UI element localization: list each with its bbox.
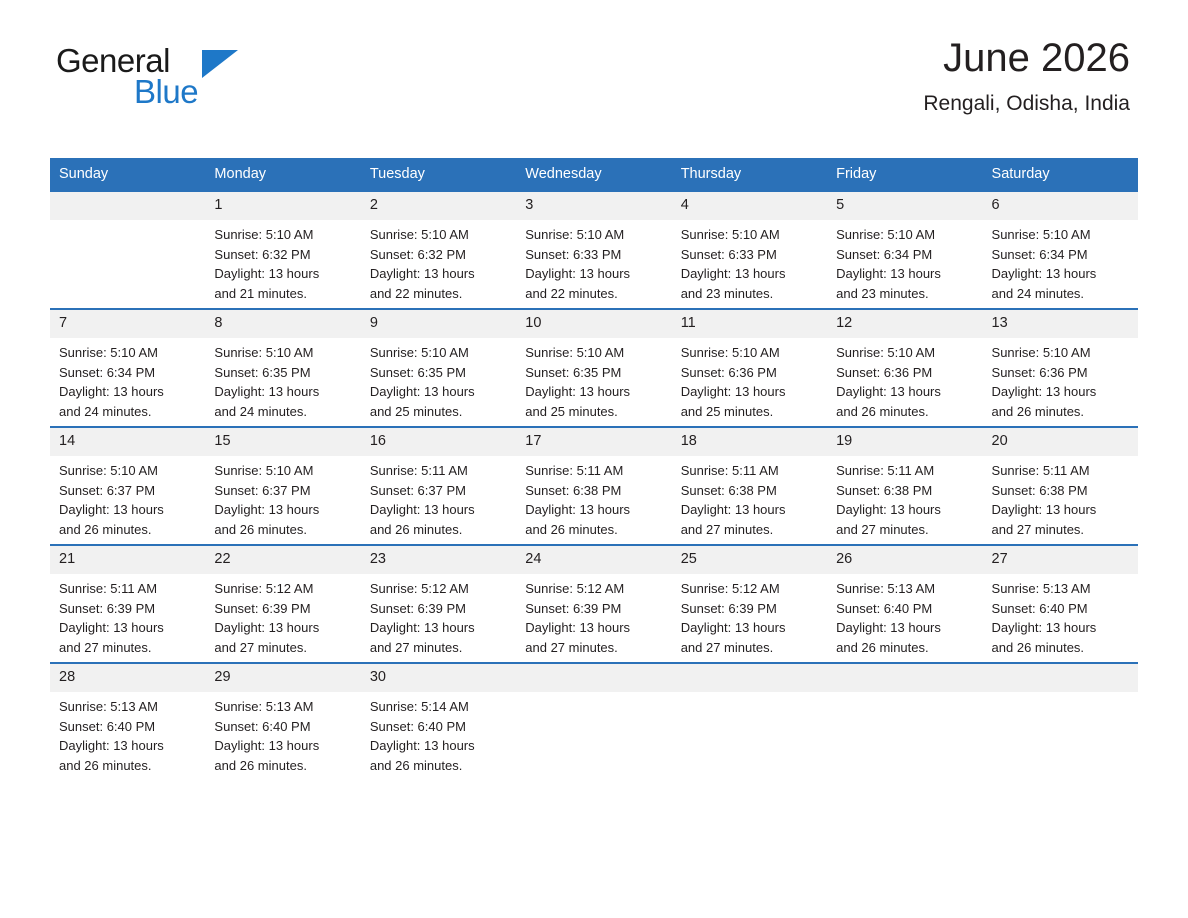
- day-detail-line: and 27 minutes.: [214, 639, 307, 655]
- day-empty: [827, 662, 982, 780]
- day-detail-line: Sunset: 6:33 PM: [680, 246, 777, 262]
- day-empty: [983, 662, 1138, 780]
- day-detail-line: and 26 minutes.: [991, 403, 1085, 419]
- day-detail-line: Sunrise: 5:11 AM: [991, 463, 1090, 478]
- day-number: 23: [361, 546, 516, 574]
- calendar-week-row: [50, 662, 1138, 780]
- day-details: [370, 456, 507, 539]
- day-detail-line: Daylight: 13 hours: [525, 502, 631, 517]
- day-detail-line: and 22 minutes.: [369, 285, 463, 301]
- calendar-day-cell: [827, 662, 982, 780]
- day-detail-line: and 27 minutes.: [836, 521, 929, 537]
- day-detail-line: Sunset: 6:38 PM: [525, 482, 622, 498]
- day-10[interactable]: [516, 308, 671, 426]
- day-details: [992, 456, 1129, 539]
- day-detail-line: Daylight: 13 hours: [214, 620, 320, 635]
- day-detail-line: Daylight: 13 hours: [59, 620, 164, 635]
- day-21[interactable]: [50, 544, 205, 662]
- calendar-day-cell: [672, 426, 827, 544]
- day-detail-line: Daylight: 13 hours: [369, 266, 475, 281]
- day-number: 22: [205, 546, 360, 574]
- day-details: [525, 220, 662, 303]
- day-20[interactable]: [983, 426, 1138, 544]
- day-detail-line: Sunset: 6:35 PM: [214, 364, 311, 380]
- weekday-header-row: [50, 158, 1138, 190]
- day-detail-line: and 26 minutes.: [836, 639, 929, 655]
- day-19[interactable]: [827, 426, 982, 544]
- day-detail-line: Sunrise: 5:10 AM: [214, 463, 314, 478]
- day-detail-line: Daylight: 13 hours: [525, 620, 631, 635]
- day-detail-line: Sunrise: 5:11 AM: [680, 463, 779, 478]
- day-detail-line: and 24 minutes.: [991, 285, 1085, 301]
- day-details: [59, 692, 196, 775]
- day-detail-line: Daylight: 13 hours: [369, 384, 475, 399]
- weekday-header-sunday: Sunday: [50, 158, 205, 190]
- day-detail-line: Sunset: 6:40 PM: [59, 718, 156, 734]
- day-detail-line: Sunset: 6:40 PM: [836, 600, 933, 616]
- day-detail-line: Daylight: 13 hours: [525, 266, 631, 281]
- day-detail-line: Sunset: 6:37 PM: [214, 482, 311, 498]
- day-detail-line: Sunrise: 5:10 AM: [59, 463, 158, 478]
- day-15[interactable]: [205, 426, 360, 544]
- day-detail-line: Sunset: 6:39 PM: [680, 600, 777, 616]
- day-16[interactable]: [361, 426, 516, 544]
- day-details: [836, 456, 973, 539]
- calendar-body: [50, 190, 1138, 780]
- day-details: [370, 574, 507, 657]
- day-detail-line: Daylight: 13 hours: [680, 502, 786, 517]
- day-1[interactable]: [205, 190, 360, 308]
- day-detail-line: Sunset: 6:35 PM: [369, 364, 466, 380]
- day-detail-line: Daylight: 13 hours: [991, 502, 1097, 517]
- day-number: 8: [205, 310, 360, 338]
- calendar-day-cell: [672, 190, 827, 308]
- day-detail-line: and 26 minutes.: [214, 757, 307, 773]
- weekday-header-friday: Friday: [827, 158, 982, 190]
- day-25[interactable]: [672, 544, 827, 662]
- calendar-day-cell: [50, 544, 205, 662]
- day-number: 11: [672, 310, 827, 338]
- day-details: [992, 220, 1129, 303]
- day-number: 24: [516, 546, 671, 574]
- day-number: 17: [516, 428, 671, 456]
- calendar-day-cell: [516, 426, 671, 544]
- day-detail-line: Daylight: 13 hours: [369, 502, 475, 517]
- day-number: 9: [361, 310, 516, 338]
- calendar-day-cell: [516, 308, 671, 426]
- day-detail-line: and 26 minutes.: [59, 757, 152, 773]
- day-number: 16: [361, 428, 516, 456]
- day-12[interactable]: [827, 308, 982, 426]
- logo-text-blue: Blue: [134, 73, 199, 110]
- calendar-week-row: [50, 544, 1138, 662]
- day-number: 4: [672, 192, 827, 220]
- day-number: 29: [205, 664, 360, 692]
- weekday-header-monday: Monday: [205, 158, 360, 190]
- day-number: 25: [672, 546, 827, 574]
- day-detail-line: Daylight: 13 hours: [214, 738, 320, 753]
- day-3[interactable]: [516, 190, 671, 308]
- day-detail-line: and 25 minutes.: [680, 403, 774, 419]
- day-detail-line: and 23 minutes.: [836, 285, 929, 301]
- day-number: 20: [983, 428, 1138, 456]
- day-detail-line: and 27 minutes.: [369, 639, 463, 655]
- calendar-day-cell: [672, 308, 827, 426]
- day-detail-line: Sunrise: 5:10 AM: [214, 345, 314, 360]
- title-block: [923, 36, 1130, 116]
- day-detail-line: Sunrise: 5:10 AM: [836, 227, 936, 242]
- sunrise-sunset-calendar: [50, 158, 1138, 780]
- weekday-header-saturday: Saturday: [983, 158, 1138, 190]
- day-detail-line: Sunrise: 5:11 AM: [59, 581, 158, 596]
- day-number: [672, 664, 827, 692]
- day-detail-line: Daylight: 13 hours: [59, 502, 164, 517]
- day-empty: [50, 190, 205, 308]
- day-detail-line: Sunset: 6:40 PM: [214, 718, 311, 734]
- day-detail-line: Sunset: 6:35 PM: [525, 364, 622, 380]
- calendar-day-cell: [516, 544, 671, 662]
- day-number: 15: [205, 428, 360, 456]
- day-number: 18: [672, 428, 827, 456]
- day-detail-line: Sunrise: 5:10 AM: [214, 227, 314, 242]
- calendar-day-cell: [827, 190, 982, 308]
- day-detail-line: Sunrise: 5:12 AM: [680, 581, 780, 596]
- day-number: 26: [827, 546, 982, 574]
- day-detail-line: Sunrise: 5:10 AM: [991, 345, 1091, 360]
- day-detail-line: Daylight: 13 hours: [680, 266, 786, 281]
- day-number: 13: [983, 310, 1138, 338]
- day-detail-line: Sunrise: 5:11 AM: [836, 463, 935, 478]
- day-details: [525, 456, 662, 539]
- day-details: [836, 220, 973, 303]
- day-empty: [516, 662, 671, 780]
- day-22[interactable]: [205, 544, 360, 662]
- day-detail-line: Daylight: 13 hours: [836, 620, 941, 635]
- calendar-day-cell: [50, 426, 205, 544]
- day-detail-line: Sunset: 6:36 PM: [836, 364, 933, 380]
- day-30[interactable]: [361, 662, 516, 780]
- day-empty: [672, 662, 827, 780]
- calendar-day-cell: [205, 190, 360, 308]
- day-number: 28: [50, 664, 205, 692]
- day-13[interactable]: [983, 308, 1138, 426]
- day-detail-line: Daylight: 13 hours: [525, 384, 631, 399]
- day-detail-line: and 27 minutes.: [680, 521, 774, 537]
- day-details: [370, 220, 507, 303]
- day-detail-line: Sunset: 6:39 PM: [525, 600, 622, 616]
- day-details: [214, 692, 351, 775]
- day-number: [983, 664, 1138, 692]
- calendar-day-cell: [516, 190, 671, 308]
- day-detail-line: and 27 minutes.: [680, 639, 774, 655]
- day-detail-line: Sunrise: 5:14 AM: [369, 699, 469, 714]
- day-detail-line: Sunrise: 5:10 AM: [369, 345, 469, 360]
- day-detail-line: and 25 minutes.: [525, 403, 618, 419]
- day-number: 10: [516, 310, 671, 338]
- day-26[interactable]: [827, 544, 982, 662]
- day-number: 3: [516, 192, 671, 220]
- day-detail-line: and 26 minutes.: [214, 521, 307, 537]
- calendar-week-row: [50, 308, 1138, 426]
- weekday-header-thursday: Thursday: [672, 158, 827, 190]
- day-detail-line: and 26 minutes.: [525, 521, 618, 537]
- day-number: [50, 192, 205, 220]
- day-number: 12: [827, 310, 982, 338]
- day-detail-line: and 21 minutes.: [214, 285, 307, 301]
- day-number: 7: [50, 310, 205, 338]
- calendar-day-cell: [672, 662, 827, 780]
- day-details: [214, 220, 351, 303]
- calendar-day-cell: [983, 190, 1138, 308]
- day-detail-line: Sunrise: 5:11 AM: [525, 463, 624, 478]
- calendar-day-cell: [361, 426, 516, 544]
- day-detail-line: Sunset: 6:34 PM: [991, 246, 1088, 262]
- day-detail-line: Sunset: 6:34 PM: [59, 364, 156, 380]
- calendar-week-row: [50, 426, 1138, 544]
- day-detail-line: Daylight: 13 hours: [59, 738, 164, 753]
- day-detail-line: Daylight: 13 hours: [680, 620, 786, 635]
- day-detail-line: Sunrise: 5:12 AM: [214, 581, 314, 596]
- day-detail-line: Sunset: 6:39 PM: [214, 600, 311, 616]
- weekday-header-wednesday: Wednesday: [516, 158, 671, 190]
- day-detail-line: Sunset: 6:40 PM: [369, 718, 466, 734]
- day-7[interactable]: [50, 308, 205, 426]
- day-details: [214, 338, 351, 421]
- calendar-day-cell: [205, 308, 360, 426]
- blue-flag-icon: [202, 50, 242, 80]
- day-detail-line: and 26 minutes.: [369, 757, 463, 773]
- calendar-day-cell: [827, 544, 982, 662]
- day-detail-line: Sunset: 6:33 PM: [525, 246, 622, 262]
- day-detail-line: Daylight: 13 hours: [214, 266, 320, 281]
- day-detail-line: Daylight: 13 hours: [991, 266, 1097, 281]
- logo-text-general: General: [56, 42, 170, 79]
- calendar-day-cell: [361, 190, 516, 308]
- day-detail-line: Sunset: 6:37 PM: [59, 482, 156, 498]
- day-6[interactable]: [983, 190, 1138, 308]
- day-details: [836, 338, 973, 421]
- day-detail-line: Sunset: 6:34 PM: [836, 246, 933, 262]
- calendar-day-cell: [205, 426, 360, 544]
- generalblue-logo: [56, 44, 256, 114]
- page-header: [50, 0, 1138, 118]
- day-detail-line: Daylight: 13 hours: [214, 502, 320, 517]
- day-details: [59, 456, 196, 539]
- day-detail-line: and 27 minutes.: [991, 521, 1085, 537]
- calendar-day-cell: [50, 190, 205, 308]
- day-detail-line: and 23 minutes.: [680, 285, 774, 301]
- day-detail-line: and 26 minutes.: [991, 639, 1085, 655]
- day-detail-line: and 26 minutes.: [59, 521, 152, 537]
- day-detail-line: Daylight: 13 hours: [991, 620, 1097, 635]
- calendar-day-cell: [983, 662, 1138, 780]
- day-detail-line: Sunset: 6:36 PM: [991, 364, 1088, 380]
- day-11[interactable]: [672, 308, 827, 426]
- day-detail-line: Sunset: 6:32 PM: [369, 246, 466, 262]
- day-details: [214, 456, 351, 539]
- day-details: [681, 220, 818, 303]
- day-detail-line: and 26 minutes.: [369, 521, 463, 537]
- day-5[interactable]: [827, 190, 982, 308]
- calendar-day-cell: [983, 308, 1138, 426]
- day-number: 6: [983, 192, 1138, 220]
- day-detail-line: Daylight: 13 hours: [680, 384, 786, 399]
- calendar-day-cell: [361, 308, 516, 426]
- day-detail-line: and 25 minutes.: [369, 403, 463, 419]
- day-detail-line: and 24 minutes.: [214, 403, 307, 419]
- day-detail-line: Daylight: 13 hours: [836, 502, 941, 517]
- day-detail-line: Daylight: 13 hours: [991, 384, 1097, 399]
- day-detail-line: Sunrise: 5:10 AM: [680, 227, 780, 242]
- calendar-day-cell: [672, 544, 827, 662]
- calendar-day-cell: [50, 308, 205, 426]
- day-detail-line: Sunrise: 5:10 AM: [525, 227, 625, 242]
- day-detail-line: Sunset: 6:32 PM: [214, 246, 311, 262]
- day-number: 2: [361, 192, 516, 220]
- day-detail-line: and 27 minutes.: [525, 639, 618, 655]
- day-27[interactable]: [983, 544, 1138, 662]
- location-subtitle: Rengali, Odisha, India: [923, 92, 1130, 115]
- day-detail-line: Sunrise: 5:13 AM: [214, 699, 314, 714]
- day-details: [59, 574, 196, 657]
- day-detail-line: Sunset: 6:40 PM: [991, 600, 1088, 616]
- calendar-day-cell: [983, 426, 1138, 544]
- day-details: [992, 338, 1129, 421]
- day-number: [516, 664, 671, 692]
- calendar-day-cell: [983, 544, 1138, 662]
- day-detail-line: and 27 minutes.: [59, 639, 152, 655]
- day-number: 14: [50, 428, 205, 456]
- day-23[interactable]: [361, 544, 516, 662]
- day-detail-line: Sunrise: 5:10 AM: [525, 345, 625, 360]
- day-detail-line: Daylight: 13 hours: [836, 384, 941, 399]
- calendar-day-cell: [827, 308, 982, 426]
- day-detail-line: Sunrise: 5:10 AM: [991, 227, 1091, 242]
- day-details: [836, 574, 973, 657]
- day-detail-line: Sunset: 6:38 PM: [836, 482, 933, 498]
- day-details: [59, 338, 196, 421]
- day-detail-line: Daylight: 13 hours: [214, 384, 320, 399]
- calendar-day-cell: [205, 544, 360, 662]
- day-number: [827, 664, 982, 692]
- day-detail-line: Sunrise: 5:10 AM: [680, 345, 780, 360]
- day-4[interactable]: [672, 190, 827, 308]
- day-number: 21: [50, 546, 205, 574]
- day-number: 5: [827, 192, 982, 220]
- day-details: [214, 574, 351, 657]
- day-detail-line: Sunset: 6:39 PM: [369, 600, 466, 616]
- day-2[interactable]: [361, 190, 516, 308]
- calendar-day-cell: [50, 662, 205, 780]
- calendar-day-cell: [827, 426, 982, 544]
- calendar-week-row: [50, 190, 1138, 308]
- day-detail-line: Daylight: 13 hours: [369, 738, 475, 753]
- day-details: [681, 456, 818, 539]
- calendar-day-cell: [361, 544, 516, 662]
- calendar-day-cell: [205, 662, 360, 780]
- day-18[interactable]: [672, 426, 827, 544]
- day-details: [525, 338, 662, 421]
- day-detail-line: Sunset: 6:36 PM: [680, 364, 777, 380]
- day-detail-line: Sunrise: 5:11 AM: [369, 463, 468, 478]
- day-detail-line: Daylight: 13 hours: [59, 384, 164, 399]
- day-detail-line: Sunset: 6:39 PM: [59, 600, 156, 616]
- day-14[interactable]: [50, 426, 205, 544]
- day-details: [370, 338, 507, 421]
- day-detail-line: Sunrise: 5:10 AM: [59, 345, 158, 360]
- day-detail-line: Sunrise: 5:10 AM: [369, 227, 469, 242]
- weekday-header-tuesday: Tuesday: [361, 158, 516, 190]
- calendar-day-cell: [361, 662, 516, 780]
- day-detail-line: Daylight: 13 hours: [836, 266, 941, 281]
- day-8[interactable]: [205, 308, 360, 426]
- day-detail-line: Daylight: 13 hours: [369, 620, 475, 635]
- day-detail-line: Sunset: 6:38 PM: [680, 482, 777, 498]
- day-detail-line: Sunrise: 5:13 AM: [59, 699, 158, 714]
- day-details: [681, 338, 818, 421]
- day-detail-line: Sunrise: 5:13 AM: [836, 581, 936, 596]
- page-title: June 2026: [943, 36, 1130, 80]
- day-detail-line: and 26 minutes.: [836, 403, 929, 419]
- day-detail-line: Sunset: 6:38 PM: [991, 482, 1088, 498]
- day-number: 30: [361, 664, 516, 692]
- day-detail-line: Sunrise: 5:13 AM: [991, 581, 1091, 596]
- calendar-day-cell: [516, 662, 671, 780]
- day-detail-line: and 24 minutes.: [59, 403, 152, 419]
- day-28[interactable]: [50, 662, 205, 780]
- day-number: 27: [983, 546, 1138, 574]
- day-29[interactable]: [205, 662, 360, 780]
- day-number: 19: [827, 428, 982, 456]
- day-detail-line: Sunrise: 5:10 AM: [836, 345, 936, 360]
- day-number: 1: [205, 192, 360, 220]
- day-9[interactable]: [361, 308, 516, 426]
- day-detail-line: Sunrise: 5:12 AM: [525, 581, 625, 596]
- day-24[interactable]: [516, 544, 671, 662]
- day-17[interactable]: [516, 426, 671, 544]
- day-details: [525, 574, 662, 657]
- day-detail-line: and 22 minutes.: [525, 285, 618, 301]
- day-detail-line: Sunrise: 5:12 AM: [369, 581, 469, 596]
- day-detail-line: Sunset: 6:37 PM: [369, 482, 466, 498]
- day-details: [370, 692, 507, 775]
- day-details: [992, 574, 1129, 657]
- day-details: [681, 574, 818, 657]
